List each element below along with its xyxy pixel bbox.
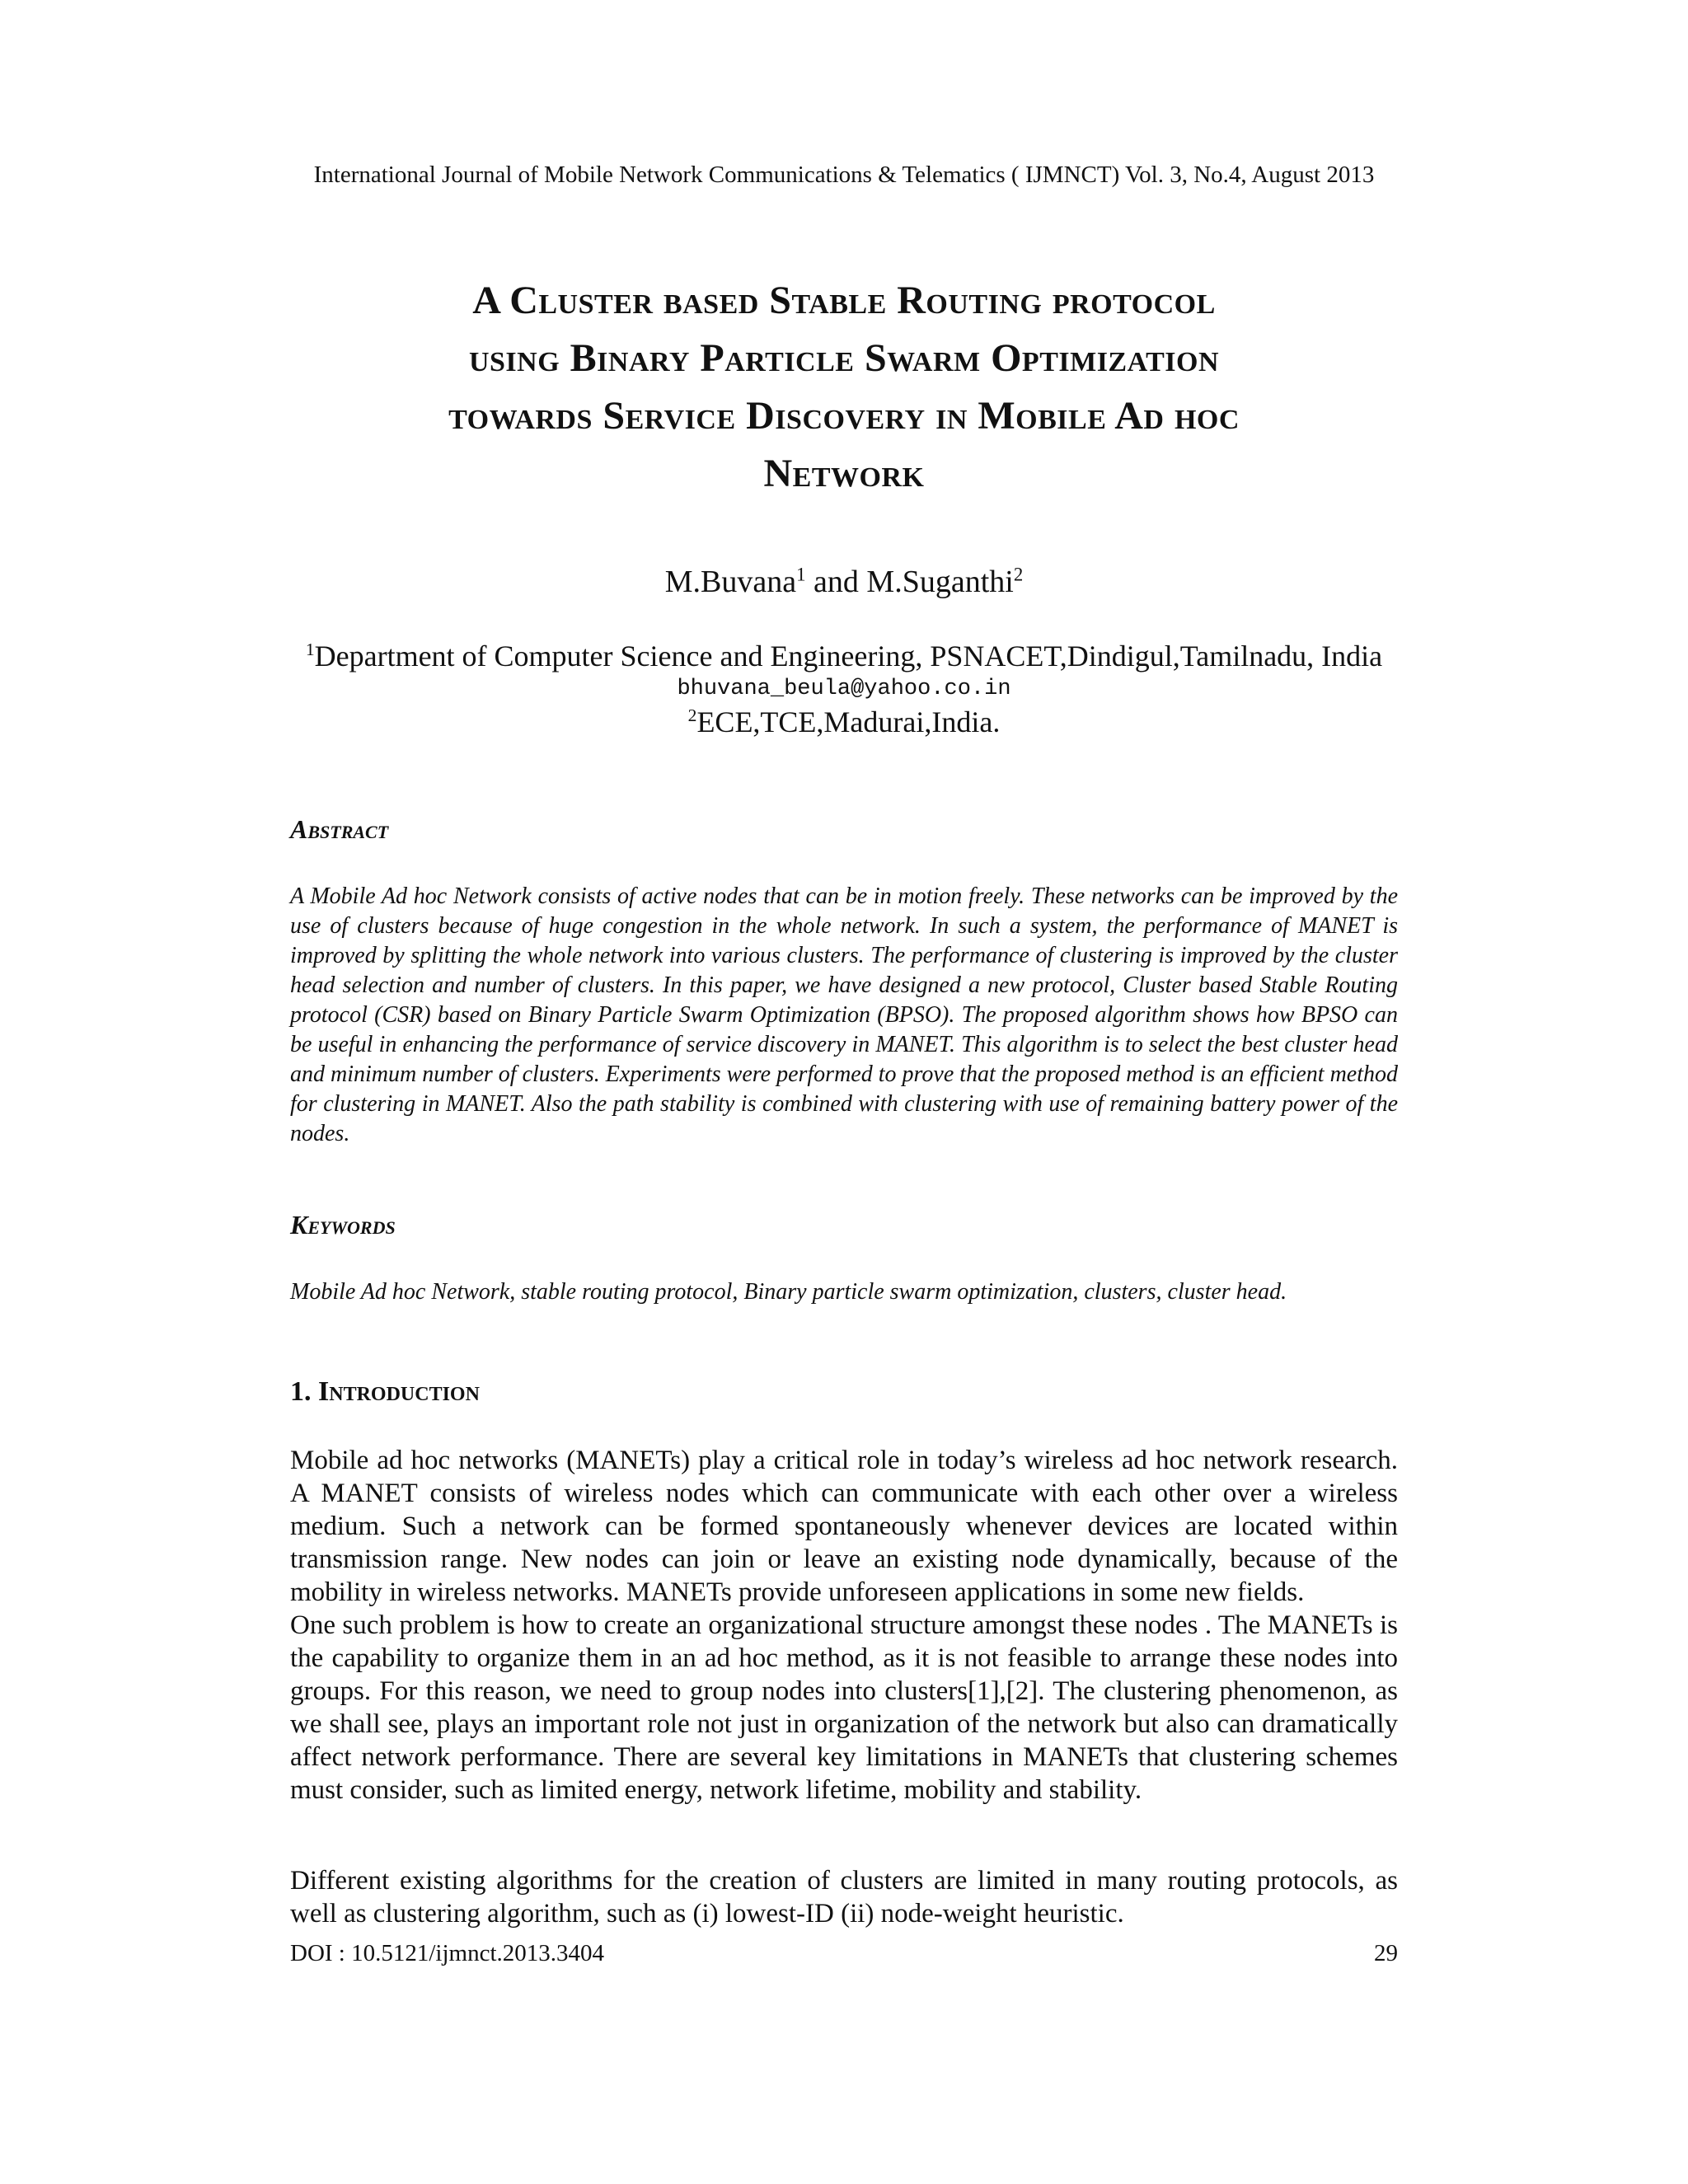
doi: DOI : 10.5121/ijmnct.2013.3404 — [290, 1940, 605, 1966]
title-line-2: using Binary Particle Swarm Optimization — [468, 336, 1220, 380]
affiliation-2-text: ECE,TCE,Madurai,India. — [696, 705, 1001, 738]
author-email: bhuvana_beula@yahoo.co.in — [677, 677, 1011, 701]
affiliation-1-text: Department of Computer Science and Engineering, PSNACET,Dindigul,Tamilnadu, India — [314, 640, 1383, 673]
author-name-2: M.Suganthi — [866, 565, 1014, 599]
keywords-body: Mobile Ad hoc Network, stable routing protocol, Binary particle swarm optimization, clusters, cluster head. — [290, 1279, 1287, 1305]
title-line-4: Network — [763, 452, 925, 495]
title-line-3: towards Service Discovery in Mobile Ad hoc — [448, 394, 1240, 438]
introduction-paragraph-3: Different existing algorithms for the creation of clusters are limited in many routing protocols, as well as clustering algorithm, such as (i) lowest-ID (ii) node-weight heuristic. — [290, 1866, 1398, 1929]
affiliations — [247, 638, 1441, 740]
author-line — [0, 564, 1688, 600]
author-joiner: and — [805, 565, 867, 599]
introduction-heading: 1. Introduction — [290, 1376, 480, 1407]
author-superscript-2: 2 — [1013, 564, 1024, 585]
introduction-paragraph-3-block — [290, 1864, 1398, 1930]
introduction-body — [290, 1444, 1398, 1807]
page-footer — [290, 1940, 1398, 1967]
abstract-body: A Mobile Ad hoc Network consists of active nodes that can be in motion freely. These networks can be improved by the use of clusters because of huge congestion in the whole network. In such a system, the performance of MANET is improved by splitting the whole network into various clusters. The performance of clustering is improved by the cluster head selection and number of clusters. In this paper, we have designed a new protocol, Cluster based Stable Routing protocol (CSR) based on Binary Particle Swarm Optimization (BPSO). The proposed algorithm shows how BPSO can be useful in enhancing the performance of service discovery in MANET. This algorithm is to select the best cluster head and minimum number of clusters. Experiments were performed to prove that the proposed method is an efficient method for clustering in MANET. Also the path stability is combined with clustering with use of remaining battery power of the nodes. — [290, 883, 1398, 1146]
affiliation-1 — [247, 638, 1441, 674]
abstract-heading: Abstract — [290, 814, 389, 844]
affiliation-superscript-1: 1 — [305, 640, 315, 659]
author-name-1: M.Buvana — [664, 565, 797, 599]
title-line-1: A Cluster based Stable Routing protocol — [472, 279, 1216, 322]
keywords-heading: Keywords — [290, 1210, 396, 1240]
introduction-paragraph-1: Mobile ad hoc networks (MANETs) play a critical role in today’s wireless ad hoc network research. A MANET consists of wireless nodes which can communicate with each other over a wireless medium. Such a network can be formed spontaneously whenever devices are located within transmission range. New nodes can join or leave an existing node dynamically, because of the mobility in wireless networks. MANETs provide unforeseen applications in some new fields. — [290, 1446, 1398, 1607]
running-header: International Journal of Mobile Network Communications & Telematics ( IJMNCT) Vol. 3, No.4, August 2013 — [313, 162, 1375, 188]
affiliation-2 — [247, 704, 1441, 740]
paper-title — [247, 272, 1441, 503]
affiliation-superscript-2: 2 — [687, 705, 697, 725]
author-superscript-1: 1 — [796, 564, 806, 585]
introduction-paragraph-2: One such problem is how to create an organizational structure amongst these nodes . The MANETs is the capability to organize them in an ad hoc method, as it is not feasible to arrange these nodes into groups. For this reason, we need to group nodes into clusters[1],[2]. The clustering phenomenon, as we shall see, plays an important role not just in organization of the network but also can dramatically affect network performance. There are several key limitations in MANETs that clustering schemes must consider, such as limited energy, network lifetime, mobility and stability. — [290, 1610, 1398, 1805]
page-number: 29 — [1374, 1940, 1398, 1966]
